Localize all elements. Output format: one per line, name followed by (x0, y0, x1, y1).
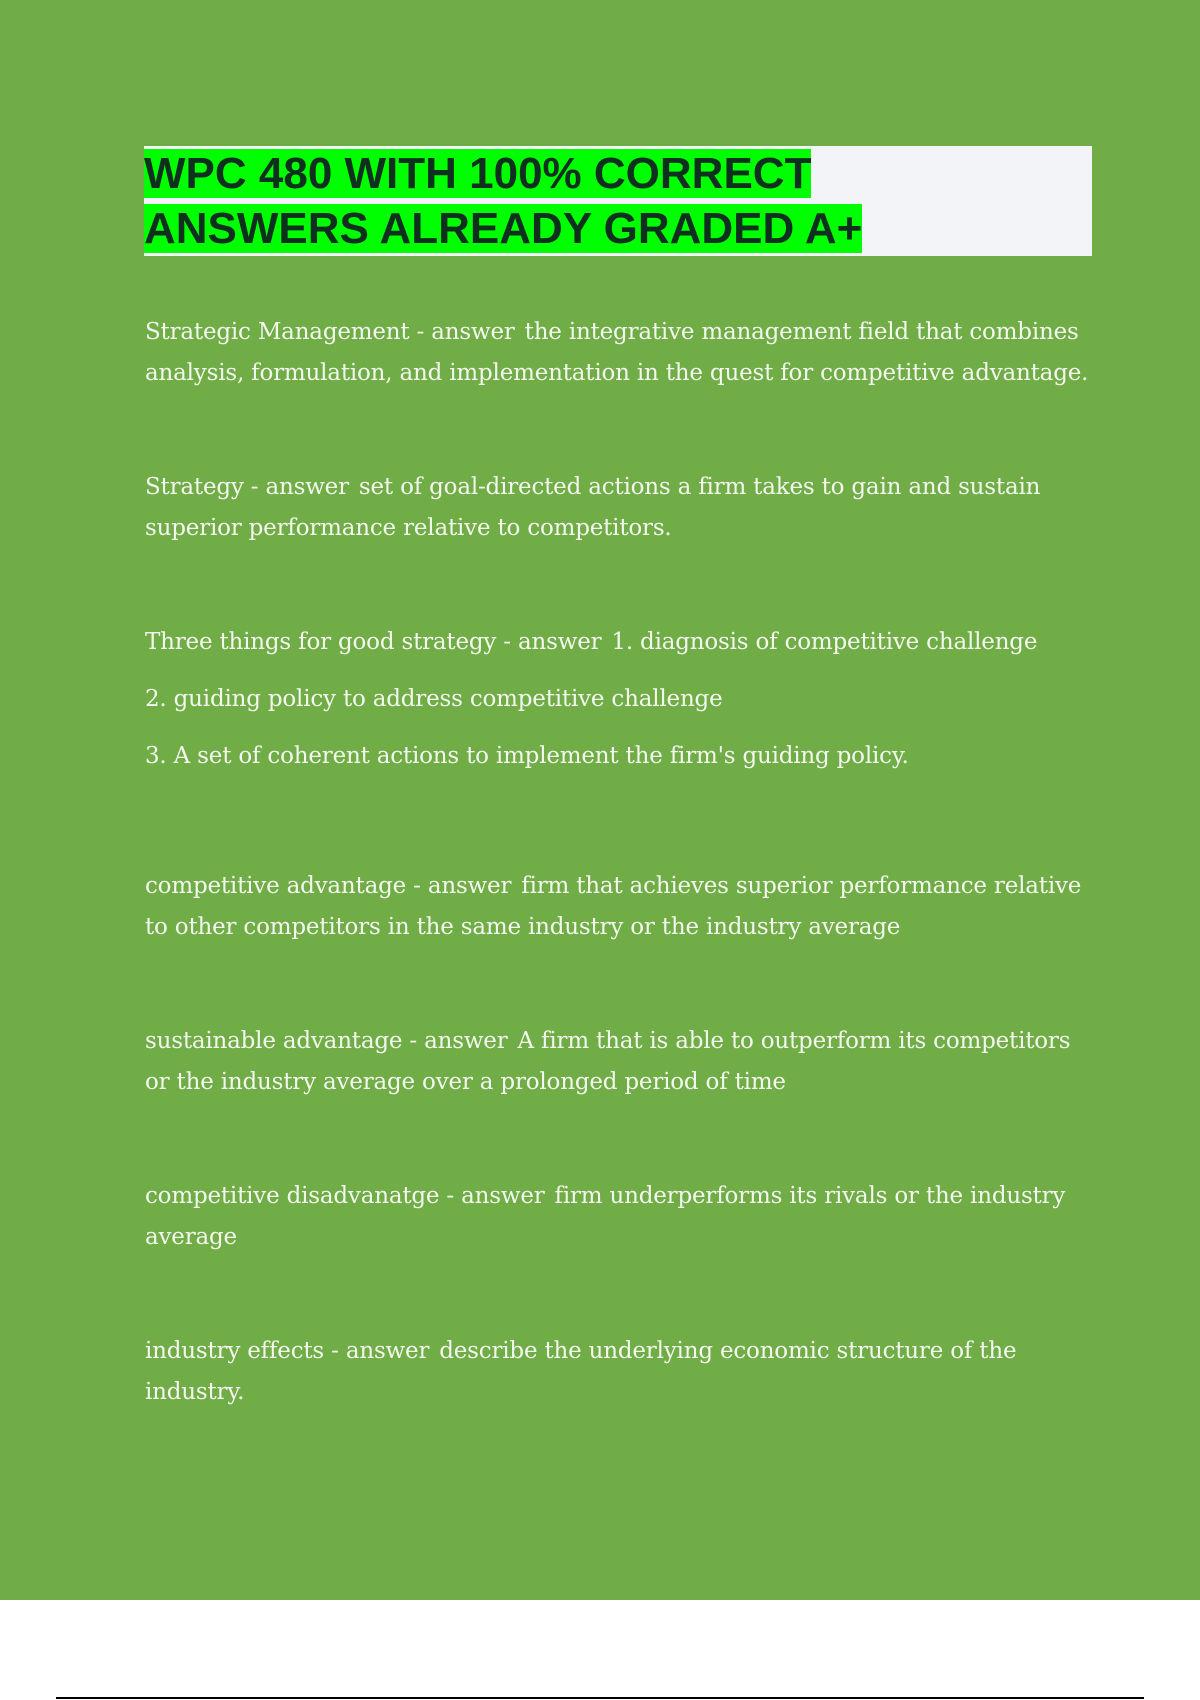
flashcard-list (145, 312, 1095, 1486)
entry-text (145, 467, 1095, 549)
entry-term: Three things for good strategy - answer (145, 629, 602, 655)
flashcard-entry (145, 1176, 1095, 1258)
entry-text (145, 1331, 1095, 1413)
footer-divider (56, 1697, 1144, 1699)
flashcard-entry (145, 622, 1095, 777)
flashcard-entry (145, 866, 1095, 948)
title-line-1: WPC 480 WITH 100% CORRECT (144, 149, 812, 198)
entry-text (145, 1021, 1095, 1103)
entry-answer: A firm that is able to outperform its competitors or the industry average over a prolonged period of time (145, 1028, 1071, 1095)
entry-answer: the integrative management field that combines analysis, formulation, and implementation in the quest for competitive advantage. (145, 319, 1089, 386)
entry-term: competitive disadvanatge - answer (145, 1183, 545, 1209)
entry-answer: 1. diagnosis of competitive challenge (611, 629, 1038, 655)
entry-answer: firm that achieves superior performance relative to other competitors in the same industry or the industry average (145, 873, 1082, 940)
entry-text (145, 622, 1095, 663)
flashcard-entry (145, 1331, 1095, 1413)
entry-term: industry effects - answer (145, 1338, 430, 1364)
entry-term: Strategic Management - answer (145, 319, 515, 345)
entry-answer: describe the underlying economic structure of the industry. (145, 1338, 1017, 1405)
entry-term: competitive advantage - answer (145, 873, 512, 899)
entry-answer-line: 2. guiding policy to address competitive challenge (145, 686, 723, 712)
flashcard-entry (145, 312, 1095, 394)
entry-term: sustainable advantage - answer (145, 1028, 508, 1054)
entry-text (145, 312, 1095, 394)
flashcard-entry (145, 467, 1095, 549)
document-title (144, 146, 862, 256)
entry-text (145, 1176, 1095, 1258)
entry-answer: firm underperforms its rivals or the industry average (145, 1183, 1066, 1250)
entry-term: Strategy - answer (145, 474, 349, 500)
entry-answer: set of goal-directed actions a firm takes to gain and sustain superior performance relative to competitors. (145, 474, 1041, 541)
flashcard-entry (145, 1021, 1095, 1103)
entry-answer-line: 3. A set of coherent actions to implement the firm's guiding policy. (145, 743, 909, 769)
title-line-2: ANSWERS ALREADY GRADED A+ (144, 204, 863, 253)
entry-text (145, 866, 1095, 948)
